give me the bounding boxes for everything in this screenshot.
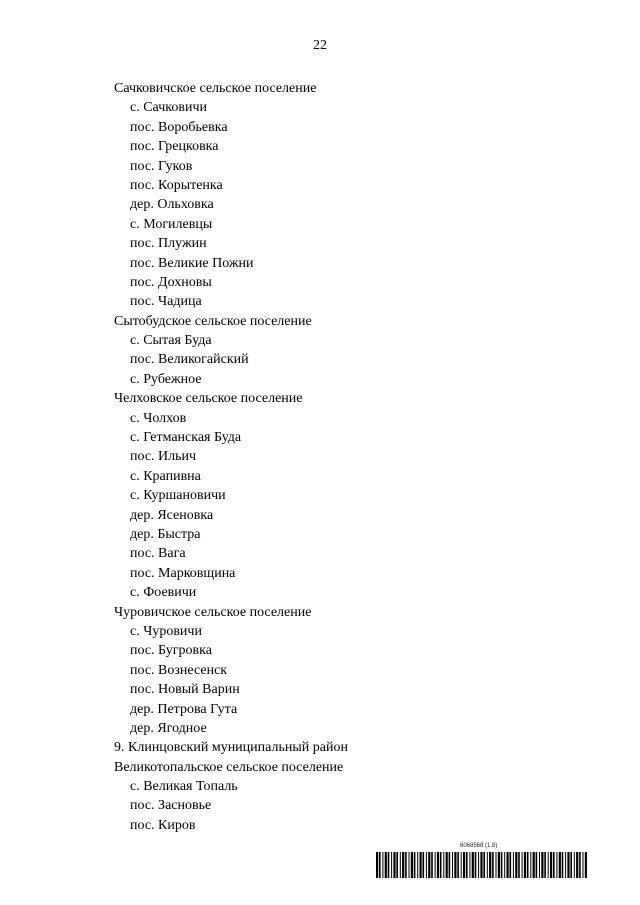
settlement-item: дер. Ясеновка <box>130 507 214 523</box>
settlement-item: с. Куршановичи <box>130 488 226 504</box>
document-code: 6068568 (1.8) <box>460 843 498 849</box>
barcode-bar <box>576 852 578 878</box>
barcode-bar <box>559 852 561 878</box>
barcode-bar <box>417 852 418 878</box>
barcode-bar <box>574 852 575 878</box>
barcode-bar <box>536 852 538 878</box>
barcode-bar <box>539 852 540 878</box>
settlement-item: пос. Новый Варин <box>130 682 240 698</box>
barcode-bar <box>553 852 555 878</box>
barcode-bar <box>411 852 413 878</box>
barcode-bar <box>382 852 383 878</box>
barcode-bar <box>437 852 439 878</box>
barcode-bar <box>533 852 535 878</box>
barcode-bar <box>585 852 587 878</box>
barcode-bar <box>565 852 566 878</box>
barcode-bar <box>446 852 448 878</box>
barcode-bar <box>524 852 526 878</box>
barcode-bar <box>480 852 482 878</box>
barcode-bar <box>428 852 430 878</box>
settlement-item: пос. Великогайский <box>130 352 249 368</box>
page-number: 22 <box>313 38 327 53</box>
barcode-bar <box>489 852 491 878</box>
settlement-item: пос. Засновье <box>130 798 212 814</box>
settlement-item: пос. Грецковка <box>130 139 219 155</box>
barcode-bar <box>522 852 523 878</box>
barcode-bar <box>454 852 456 878</box>
barcode-bar <box>461 852 462 878</box>
barcode-bar <box>510 852 512 878</box>
barcode-bar <box>449 852 451 878</box>
barcode-bar <box>583 852 584 878</box>
settlement-item: пос. Чадица <box>130 294 202 310</box>
settlement-item: пос. Гуков <box>130 158 193 174</box>
barcode-bar <box>385 852 387 878</box>
settlement-item: с. Крапивна <box>130 468 201 484</box>
barcode-bar <box>496 852 497 878</box>
settlement-item: пос. Марковщина <box>130 565 236 581</box>
section-heading: 9. Клинцовский муниципальный район <box>114 740 348 756</box>
barcode-bar <box>487 852 488 878</box>
barcode-bar <box>423 852 425 878</box>
barcode-bar <box>504 852 505 878</box>
barcode-bar <box>527 852 529 878</box>
barcode-bar <box>443 852 444 878</box>
barcode-bar <box>452 852 453 878</box>
settlement-item: с. Сытая Буда <box>130 333 212 349</box>
section-heading: Сачковичское сельское поселение <box>114 81 317 96</box>
settlement-item: с. Могилевцы <box>130 216 213 232</box>
barcode-bar <box>440 852 442 878</box>
settlement-item: с. Чолхов <box>130 410 187 426</box>
settlement-item: с. Великая Топаль <box>130 779 238 795</box>
settlement-item: пос. Плужин <box>130 236 207 252</box>
barcode-bar <box>426 852 427 878</box>
settlement-item: пос. Бугровка <box>130 643 212 659</box>
settlement-list <box>114 79 594 835</box>
barcode-bar <box>376 852 378 878</box>
barcode-bar <box>483 852 485 878</box>
barcode-bar <box>435 852 436 878</box>
barcode-bar <box>518 852 520 878</box>
barcode-bar <box>420 852 422 878</box>
barcode-bar <box>515 852 517 878</box>
barcode-bar <box>501 852 503 878</box>
settlement-item: пос. Корытенка <box>130 177 223 193</box>
barcode-bar <box>579 852 581 878</box>
barcode-bar <box>478 852 479 878</box>
barcode-bar <box>379 852 381 878</box>
barcode-bar <box>530 852 531 878</box>
barcode-bar <box>544 852 546 878</box>
barcode-bar <box>400 852 401 878</box>
barcode-bar <box>457 852 459 878</box>
section-heading: Челховское сельское поселение <box>114 391 303 407</box>
settlement-item: с. Гетманская Буда <box>130 430 242 446</box>
barcode-bar <box>466 852 468 878</box>
barcode-bar <box>388 852 390 878</box>
settlement-item: дер. Быстра <box>130 526 201 542</box>
barcode-bar <box>396 852 398 878</box>
settlement-item: с. Чуровичи <box>130 623 202 639</box>
settlement-item: пос. Воробьевка <box>130 119 228 135</box>
barcode-bar <box>469 852 470 878</box>
settlement-item: дер. Ольховка <box>130 197 214 213</box>
barcode-bar <box>492 852 494 878</box>
section-heading: Великотопальское сельское поселение <box>114 759 344 775</box>
barcode-bar <box>463 852 465 878</box>
barcode-bar <box>541 852 543 878</box>
barcode-bar <box>550 852 552 878</box>
settlement-item: дер. Петрова Гута <box>130 701 238 717</box>
settlement-item: пос. Киров <box>130 817 196 833</box>
settlement-item: пос. Ильич <box>130 449 197 465</box>
section-heading: Сытобудское сельское поселение <box>114 313 312 329</box>
settlement-item: пос. Великие Пожни <box>130 255 254 271</box>
barcode-bar <box>414 852 416 878</box>
barcode-bar <box>472 852 474 878</box>
settlement-item: пос. Дохновы <box>130 274 212 290</box>
barcode-bar <box>513 852 514 878</box>
barcode-icon <box>376 852 588 878</box>
barcode-bar <box>405 852 407 878</box>
barcode-bar <box>548 852 549 878</box>
barcode-bar <box>507 852 509 878</box>
barcode-bar <box>393 852 395 878</box>
settlement-item: дер. Ягодное <box>130 720 207 736</box>
settlement-item: с. Рубежное <box>130 371 202 387</box>
settlement-item: пос. Вага <box>130 546 186 562</box>
barcode-bar <box>409 852 410 878</box>
barcode-bar <box>391 852 392 878</box>
section-heading: Чуровичское сельское поселение <box>114 604 312 620</box>
barcode-bar <box>567 852 569 878</box>
barcode-bar <box>475 852 477 878</box>
barcode-bar <box>556 852 557 878</box>
barcode-bar <box>402 852 404 878</box>
barcode-bar <box>562 852 564 878</box>
barcode-bar <box>570 852 572 878</box>
settlement-item: с. Фоевичи <box>130 585 197 601</box>
barcode-bar <box>431 852 433 878</box>
settlement-item: с. Сачковичи <box>130 100 207 116</box>
settlement-item: пос. Вознесенск <box>130 662 228 678</box>
barcode-bar <box>498 852 500 878</box>
